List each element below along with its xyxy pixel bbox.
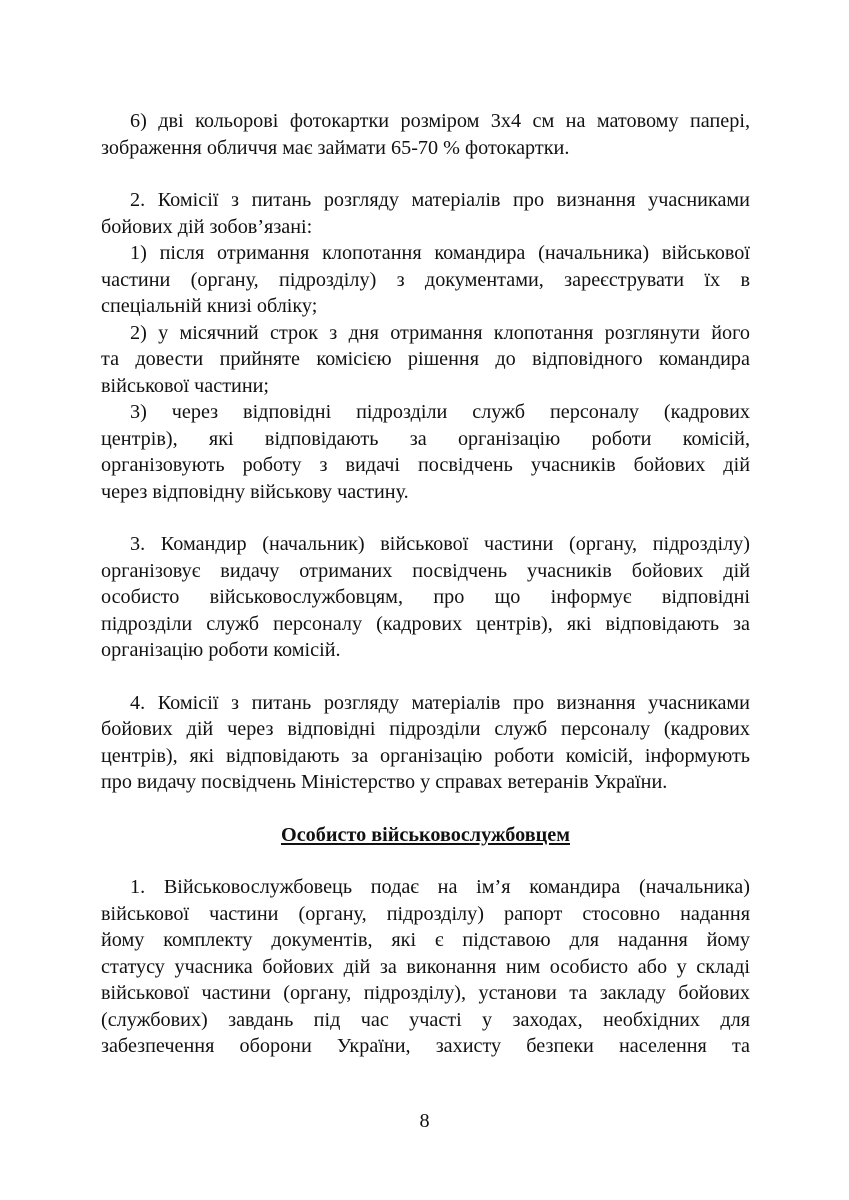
- text-line: 2) у місячний строк з дня отримання клопотання розглянути його: [130, 321, 750, 344]
- paragraph-gap: [101, 848, 750, 874]
- text-line: організовує видачу отриманих посвідчень учасників бойових дій: [101, 559, 750, 582]
- text-line: підрозділи служб персоналу (кадрових центрів), які відповідають за: [101, 612, 750, 635]
- section-heading: Особисто військовослужбовцем: [281, 823, 570, 846]
- text-line: йому комплекту документів, які є підставою для надання йому: [101, 929, 750, 951]
- text-line: забезпечення оборони України, захисту безпеки населення та: [101, 1035, 750, 1057]
- paragraph-gap: [101, 505, 750, 531]
- paragraph-serviceman-report: [101, 874, 750, 1060]
- text-line: статусу учасника бойових дій за виконання ним особисто або у складі: [101, 955, 750, 978]
- text-line: 4. Комісії з питань розгляду матеріалів про визнання учасниками: [130, 691, 750, 714]
- document-page: [101, 108, 750, 1060]
- paragraph-photo-requirement: [101, 108, 750, 161]
- text-line: організацію роботи комісій.: [101, 639, 341, 661]
- paragraph-gap: [101, 664, 750, 690]
- text-line: та довести прийняте комісією рішення до відповідного командира: [101, 348, 750, 370]
- text-line: особисто військовослужбовцям, про що інформує відповідні: [101, 586, 750, 608]
- text-line: 3) через відповідні підрозділи служб персоналу (кадрових: [130, 401, 750, 423]
- text-line: про видачу посвідчень Міністерство у справах ветеранів України.: [101, 771, 668, 793]
- paragraph-commander-issuance: [101, 531, 750, 664]
- text-line: центрів), які відповідають за організацію роботи комісій, інформують: [101, 744, 750, 767]
- text-line: військової частини (органу, підрозділу), установи та закладу бойових: [101, 982, 750, 1004]
- paragraph-gap: [101, 796, 750, 822]
- text-line: через відповідну військову частину.: [101, 480, 409, 503]
- text-line: військової частини (органу, підрозділу) рапорт стосовно надання: [101, 902, 750, 925]
- text-line: 1. Військовослужбовець подає на ім’я командира (начальника): [130, 876, 750, 898]
- text-line: 1) після отримання клопотання командира (начальника) військової: [130, 242, 750, 264]
- text-line: (службових) завдань під час участі у заходах, необхідних для: [101, 1008, 750, 1031]
- text-line: зображення обличчя має займати 65-70 % фотокартки.: [101, 136, 570, 159]
- text-line: організовують роботу з видачі посвідчень учасників бойових дій: [101, 454, 750, 476]
- text-line: центрів), які відповідають за організацію роботи комісій,: [101, 427, 750, 450]
- text-line: бойових дій через відповідні підрозділи служб персоналу (кадрових: [101, 718, 750, 740]
- text-line: 3. Командир (начальник) військової частини (органу, підрозділу): [130, 533, 750, 555]
- text-line: частини (органу, підрозділу) з документами, зареєструвати їх в: [101, 268, 750, 291]
- page-number: 8: [419, 1110, 430, 1132]
- text-line: 2. Комісії з питань розгляду матеріалів про визнання учасниками: [130, 189, 750, 211]
- paragraph-ministry-notice: [101, 690, 750, 796]
- text-line: бойових дій зобов’язані:: [101, 215, 313, 238]
- text-line: 6) дві кольорові фотокартки розміром 3х4 см на матовому папері,: [130, 110, 750, 132]
- text-line: спеціальній книзі обліку;: [101, 295, 318, 317]
- paragraph-commission-duties: [101, 187, 750, 505]
- paragraph-gap: [101, 161, 750, 187]
- text-line: військової частини;: [101, 374, 270, 397]
